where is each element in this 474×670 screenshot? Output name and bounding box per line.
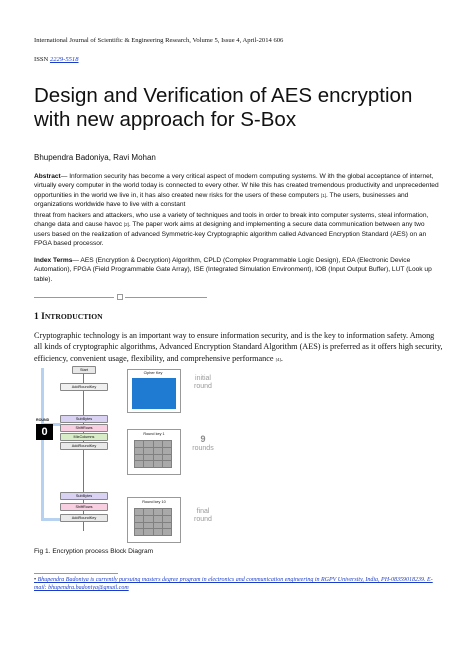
abstract-text-2: threat from hackers and attackers, who use a variety of techniques and tools in order to break into computer systems, steal information, change data and cause havoc: [34, 212, 429, 229]
mix-columns-block: MixColumns: [60, 433, 108, 441]
round-key-1-grid: [134, 440, 172, 468]
issn-link[interactable]: 2229-5518: [49, 56, 79, 63]
footnote-text[interactable]: Bhupendra Badoniya is currently pursuing masters degree program in electronics and communication engineering in RGPV University, India, PH-08359018239. E-mail: bhupendra.badoniya@gmail.com: [34, 577, 433, 591]
add-round-key-initial: AddRoundKey: [60, 383, 108, 391]
initial-round-panel: Cipher Key: [127, 369, 181, 413]
loop-arrow: [41, 368, 44, 518]
intro-paragraph: Cryptographic technology is an important way to ensure information security, and is the key to information safety. Among all kinds of cryptographic algorithms, Advanced Encryption Standard Algorithm (AES) is preferred as it offers high security, efficiency, convenient usage, flexibility, and comprehensive performance [4].: [34, 331, 443, 363]
paper-title: Design and Verification of AES encryption with new approach for S-Box: [34, 84, 413, 131]
abstract-part-2: threat from hackers and attackers, who use a variety of techniques and tools in order to break into computer systems, steal information, change data and cause havoc [2]. The paper work aims at designing and implementing a secure data communication between any two users based on the realization of advanced Symmetric-key Cryptographic algorithm called Advanced Encryption Standard (AES) on an FPGA based processor.: [34, 212, 429, 247]
round-counter: 0: [36, 424, 53, 440]
abstract-part-1: Abstract— Information security has become a very critical aspect of modern computing systems. W ith the global acceptance of internet, virtually every computer in the world today is connected to every other. W hile this has created tremendous productivity and unprecedented opportunities in the world we live in, it has also created new risks for the users of these computers [1]. The users, businesses and organizations worldwide have to live with a constant: [34, 173, 439, 208]
initial-round-label: initial round: [194, 375, 212, 390]
index-terms: Index Terms— AES (Encryption & Decryption) Algorithm, CPLD (Complex Programmable Logic Design), EDA (Electronic Device Automation), FPGA (Field Programmable Gate Array), ISE (Integrated Simulation Environment), IOB (Input Output Buffer), LUT (Look up table).: [34, 257, 432, 283]
nine-rounds-label: 9 rounds: [192, 434, 214, 452]
separator-left: [34, 297, 114, 298]
separator-mark: [117, 294, 123, 300]
issn-label: ISSN: [34, 56, 49, 63]
start-block: Start: [72, 366, 96, 374]
footnote[interactable]: • Bhupendra Badoniya is currently pursuing masters degree program in electronics and communication engineering in RGPV University, India, PH-08359018239. E-mail: bhupendra.badoniya@gmail.com: [34, 577, 433, 591]
add-round-key-block: AddRoundKey: [60, 442, 108, 450]
round-label: ROUND: [36, 418, 50, 422]
final-round-panel: Round key 10: [127, 497, 181, 543]
intro-text: Cryptographic technology is an important way to ensure information security, and is the key to information safety. Among all kinds of cryptographic algorithms, Advanced Encryption Standard Algorithm (AES) is preferred as it offers high security, efficiency, convenient usage, flexibility, and comprehensive performance: [34, 331, 443, 363]
authors: Bhupendra Badoniya, Ravi Mohan: [34, 153, 156, 162]
encryption-block-diagram: [34, 363, 224, 543]
abstract-text-1: Information security has become a very critical aspect of modern computing systems. W ith the global acceptance of internet, virtually every computer in the world today is connected to every other. W hile this has created tremendous productivity and unprecedented opportunities in the world we live in, it has also created new risks for the users of these computers: [34, 173, 439, 199]
add-round-key-final-block: AddRoundKey: [60, 514, 108, 522]
cipher-key-block: [132, 378, 176, 409]
shift-rows-final-block: ShiftRows: [60, 503, 108, 511]
figure-caption: Fig 1. Encryption process Block Diagram: [34, 548, 154, 555]
index-terms-text: AES (Encryption & Decryption) Algorithm, CPLD (Complex Programmable Logic Design), EDA (Electronic Device Automation), FPGA (Field Programmable Gate Array), ISE (Integrated Simulation Environment), IOB (Input Output Buffer), LUT (Look up table).: [34, 257, 432, 283]
section-heading: 1 INTRODUCTION: [34, 312, 103, 322]
ref-2: [2]: [123, 222, 129, 228]
final-round-label: final round: [194, 508, 212, 523]
footnote-rule: [34, 573, 118, 574]
ref-4: [4]: [275, 356, 281, 362]
ref-1: [1]: [320, 192, 326, 198]
index-terms-label: Index Terms: [34, 257, 73, 264]
nine-rounds-panel: Round key 1: [127, 429, 181, 475]
sub-bytes-block: SubBytes: [60, 415, 108, 423]
issn-line: [34, 56, 79, 63]
sub-bytes-final-block: SubBytes: [60, 492, 108, 500]
abstract-label: Abstract: [34, 173, 61, 180]
shift-rows-block: ShiftRows: [60, 424, 108, 432]
round-key-10-grid: [134, 508, 172, 536]
journal-header: International Journal of Scientific & Engineering Research, Volume 5, Issue 4, April-2014 606: [34, 37, 284, 44]
separator-right: [125, 297, 207, 298]
